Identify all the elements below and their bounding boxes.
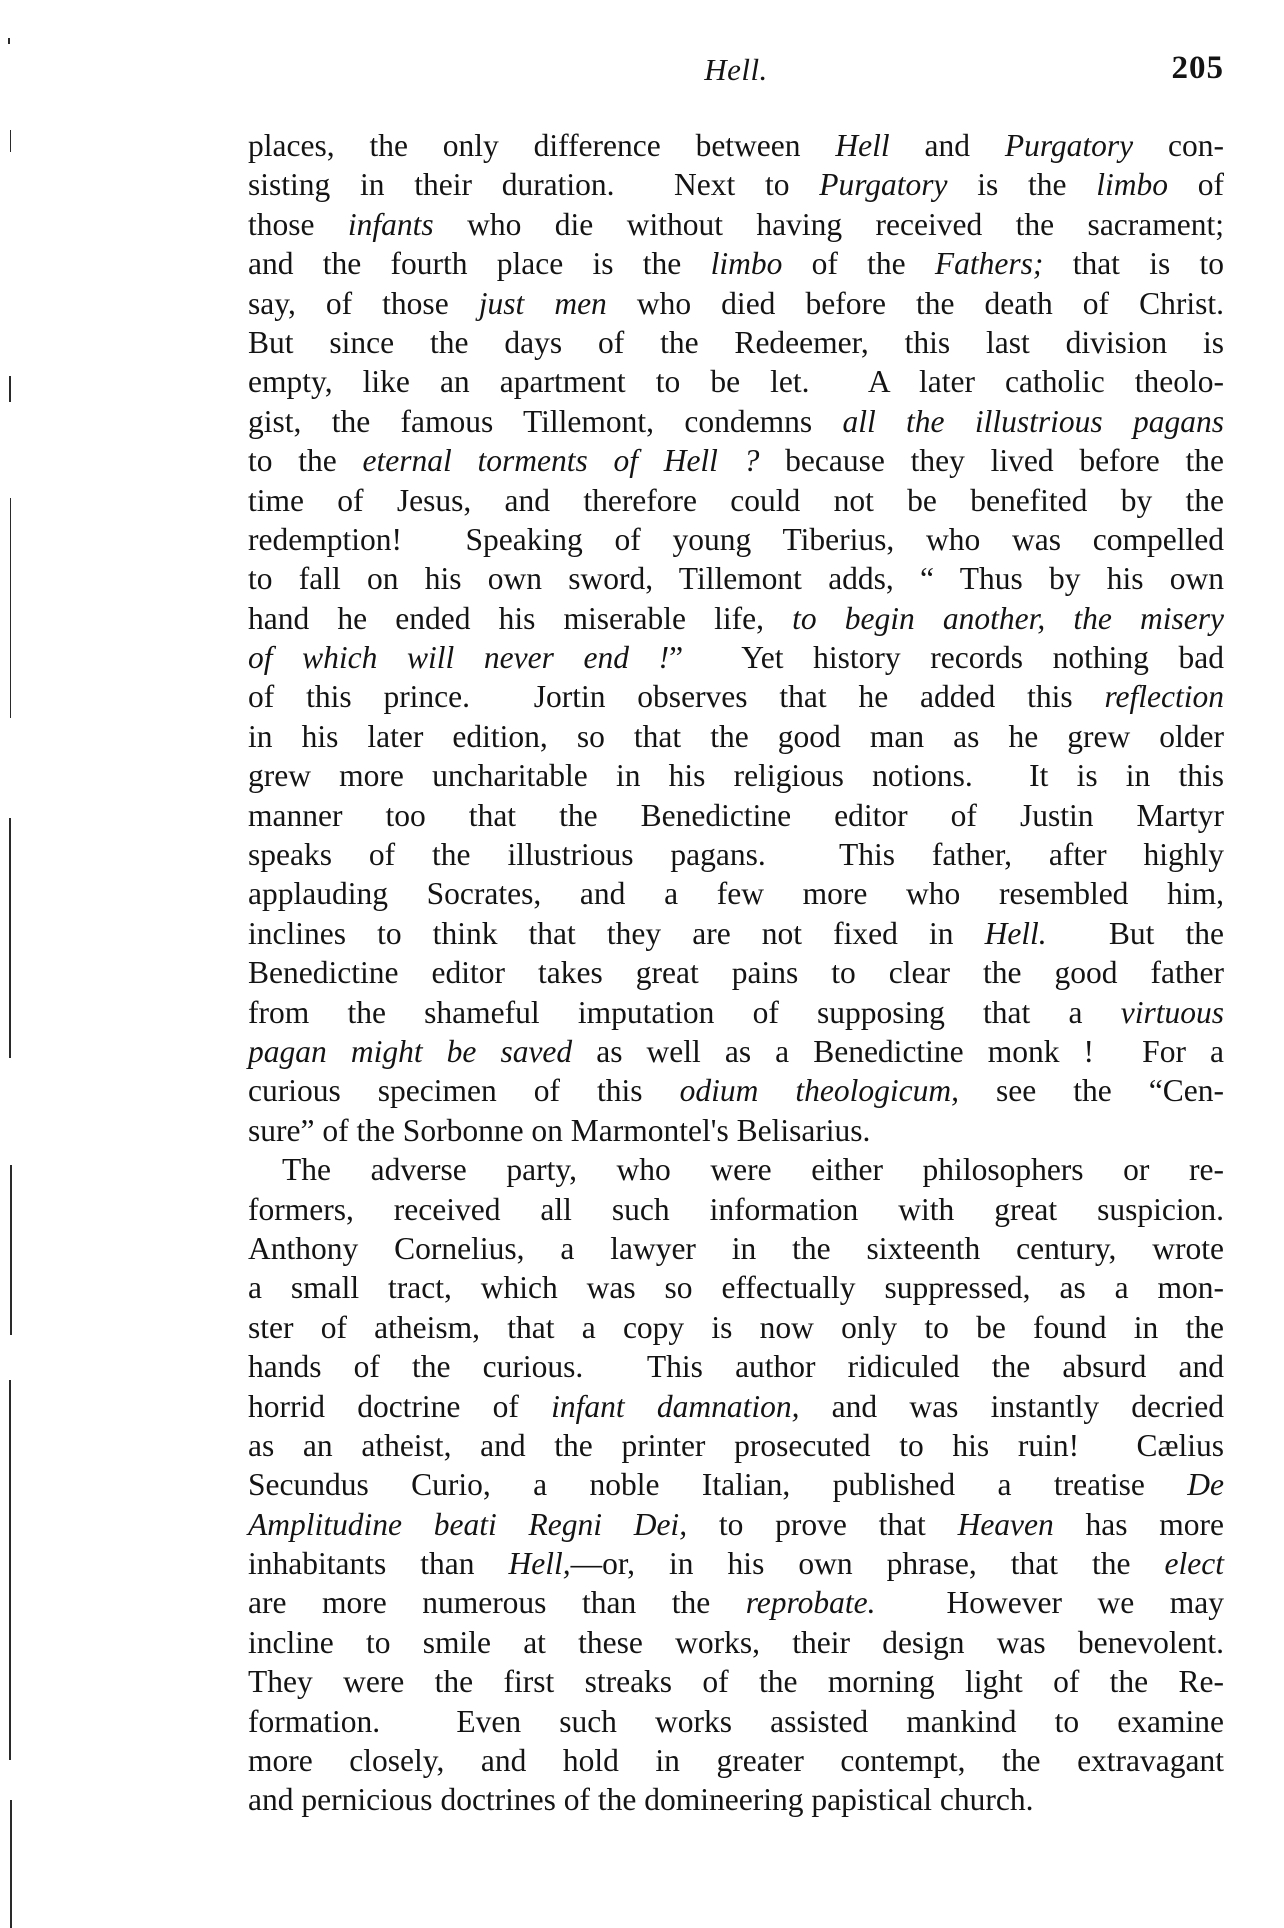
text-segment: see the “Cen- <box>958 1073 1225 1109</box>
text-line <box>248 362 1224 401</box>
text-segment: as well as a Benedictine monk ! For a <box>572 1033 1224 1069</box>
text-line <box>248 402 1224 441</box>
italic-text: Purgatory <box>1004 128 1134 163</box>
text-line <box>248 1780 1224 1819</box>
text-segment: formers, received all such information with great suspicion. <box>248 1191 1224 1227</box>
text-segment: and the fourth place is the <box>248 246 711 282</box>
italic-text: pagan might be saved <box>248 1033 573 1069</box>
text-line <box>248 1662 1224 1701</box>
italic-text: Hell <box>835 128 890 163</box>
text-line <box>248 1387 1224 1426</box>
italic-text: to begin another, the misery <box>792 600 1225 636</box>
italic-text: all the illustrious pagans <box>842 403 1224 439</box>
text-segment: Benedictine editor takes great pains to clear the good father <box>248 955 1224 991</box>
text-segment: of the <box>782 246 935 282</box>
italic-text: limbo <box>1096 167 1169 203</box>
text-line <box>248 284 1224 323</box>
text-segment: incline to smile at these works, their design was benevolent. <box>248 1624 1224 1660</box>
text-line <box>248 1308 1224 1347</box>
text-segment: The adverse party, who were either philosophers or re- <box>282 1152 1224 1188</box>
text-line <box>248 953 1224 992</box>
scan-mark <box>9 376 11 402</box>
text-segment: empty, like an apartment to be let. A later catholic theolo- <box>248 364 1224 400</box>
running-head: Hell. <box>704 52 768 87</box>
text-segment: inhabitants than <box>248 1546 509 1582</box>
text-segment: to prove that <box>687 1506 958 1542</box>
text-line <box>248 756 1224 795</box>
text-line <box>248 1623 1224 1662</box>
text-line <box>248 1190 1224 1229</box>
text-segment: Secundus Curio, a noble Italian, published a treatise <box>248 1467 1188 1503</box>
italic-text: odium theologicum, <box>679 1073 959 1109</box>
text-segment: grew more uncharitable in his religious notions. It is in this <box>248 758 1224 794</box>
text-segment: hands of the curious. This author ridiculed the absurd and <box>248 1349 1224 1385</box>
text-segment: But since the days of the Redeemer, this last division is <box>248 324 1224 360</box>
text-segment: hand he ended his miserable life, <box>248 600 793 636</box>
text-line <box>248 1702 1224 1741</box>
italic-text: limbo <box>710 246 783 282</box>
text-segment: But the <box>1046 915 1224 951</box>
italic-text: reprobate. <box>745 1585 876 1621</box>
text-line <box>248 914 1224 953</box>
text-segment: time of Jesus, and therefore could not be benefited by the <box>248 482 1224 518</box>
italic-text: reflection <box>1104 679 1224 715</box>
text-line <box>248 1583 1224 1622</box>
text-line <box>248 1111 1224 1150</box>
text-segment: in his later edition, so that the good man as he grew older <box>248 718 1224 754</box>
italic-text: of which will never end ! <box>248 640 670 676</box>
text-segment: who die without having received the sacrament; <box>433 206 1224 242</box>
text-line <box>248 165 1224 204</box>
text-segment: those <box>248 206 348 242</box>
italic-text: Hell, <box>508 1546 571 1582</box>
text-segment: gist, the famous Tillemont, condemns <box>248 403 843 439</box>
text-segment: sisting in their duration. Next to <box>248 167 820 203</box>
text-line <box>248 1505 1224 1544</box>
text-line <box>248 677 1224 716</box>
text-line <box>248 1150 1224 1189</box>
text-line <box>248 717 1224 756</box>
text-line <box>248 796 1224 835</box>
text-segment: of this prince. Jortin observes that he added this <box>248 679 1105 715</box>
text-segment: to the <box>248 443 363 479</box>
italic-text: Fathers; <box>934 246 1044 282</box>
scan-mark <box>10 1800 12 1928</box>
page-number: 205 <box>1171 50 1224 86</box>
text-line <box>248 126 1224 165</box>
text-line <box>248 599 1224 638</box>
text-segment: say, of those <box>248 285 479 321</box>
text-segment: of <box>1168 167 1224 203</box>
text-segment: is the <box>947 167 1097 203</box>
italic-text: Amplitudine beati Regni Dei, <box>248 1506 688 1542</box>
page-header <box>248 48 1224 92</box>
text-line <box>248 1229 1224 1268</box>
scan-mark <box>9 818 11 1058</box>
scan-mark <box>10 1165 12 1335</box>
text-segment: because they lived before the <box>759 443 1224 479</box>
text-segment: as an atheist, and the printer prosecuted to his ruin! Cælius <box>248 1427 1224 1463</box>
italic-text: just men <box>478 285 607 321</box>
text-line <box>248 559 1224 598</box>
text-line <box>248 1071 1224 1110</box>
text-segment: who died before the death of Christ. <box>606 285 1224 321</box>
text-segment: However we may <box>875 1585 1224 1621</box>
text-line <box>248 1426 1224 1465</box>
text-segment: to fall on his own sword, Tillemont adds, “ Thus by his own <box>248 561 1224 597</box>
text-segment: ster of atheism, that a copy is now only to be found in the <box>248 1309 1224 1345</box>
text-segment: and was instantly decried <box>799 1388 1224 1424</box>
text-segment: Anthony Cornelius, a lawyer in the sixteenth century, wrote <box>248 1230 1224 1266</box>
text-segment: sure” of the Sorbonne on Marmontel's Belisarius. <box>248 1112 871 1148</box>
text-line <box>248 874 1224 913</box>
scan-mark <box>10 498 11 718</box>
italic-text: Purgatory <box>819 167 948 203</box>
text-segment: ” Yet history records nothing bad <box>669 640 1224 676</box>
text-segment: are more numerous than the <box>248 1585 746 1621</box>
text-line <box>248 481 1224 520</box>
italic-text: infants <box>347 206 434 242</box>
scan-mark <box>10 130 11 152</box>
text-segment: —or, in his own phrase, that the <box>570 1546 1165 1582</box>
text-segment: and <box>889 128 1005 163</box>
text-line <box>248 1347 1224 1386</box>
text-segment: and pernicious doctrines of the domineering papistical church. <box>248 1782 1034 1818</box>
text-line <box>248 1544 1224 1583</box>
italic-text: Heaven <box>957 1506 1054 1542</box>
text-segment: inclines to think that they are not fixed in <box>248 915 985 951</box>
text-segment: more closely, and hold in greater contempt, the extravagant <box>248 1743 1224 1779</box>
text-line <box>248 1741 1224 1780</box>
text-line <box>248 1268 1224 1307</box>
italic-text: eternal torments of Hell ? <box>362 443 760 479</box>
text-segment: has more <box>1053 1506 1225 1542</box>
italic-text: elect <box>1164 1546 1224 1582</box>
text-line <box>248 205 1224 244</box>
scan-margin-marks <box>0 0 30 1928</box>
body-text <box>248 126 1224 1820</box>
text-segment: con- <box>1133 128 1224 163</box>
italic-text: Hell. <box>984 915 1047 951</box>
text-line <box>248 1032 1224 1071</box>
text-segment: They were the first streaks of the morning light of the Re- <box>248 1664 1224 1700</box>
text-line <box>248 1465 1224 1504</box>
text-segment: places, the only difference between <box>248 128 836 163</box>
text-line <box>248 835 1224 874</box>
text-line <box>248 441 1224 480</box>
text-segment: from the shameful imputation of supposing that a <box>248 994 1121 1030</box>
text-line <box>248 323 1224 362</box>
italic-text: De <box>1187 1467 1224 1503</box>
text-line <box>248 244 1224 283</box>
scan-mark <box>9 1380 11 1760</box>
text-segment: a small tract, which was so effectually suppressed, as a mon- <box>248 1270 1224 1306</box>
text-segment: speaks of the illustrious pagans. This father, after highly <box>248 837 1224 873</box>
text-line <box>248 993 1224 1032</box>
text-segment: applauding Socrates, and a few more who resembled him, <box>248 876 1224 912</box>
scan-mark <box>8 38 10 44</box>
text-segment: horrid doctrine of <box>248 1388 552 1424</box>
italic-text: virtuous <box>1120 994 1224 1030</box>
text-segment: formation. Even such works assisted mankind to examine <box>248 1703 1224 1739</box>
text-segment: redemption! Speaking of young Tiberius, who was compelled <box>248 521 1224 557</box>
text-line <box>248 520 1224 559</box>
italic-text: infant damnation, <box>551 1388 800 1424</box>
text-segment: manner too that the Benedictine editor of Justin Martyr <box>248 797 1224 833</box>
text-segment: curious specimen of this <box>248 1073 680 1109</box>
text-segment: that is to <box>1043 246 1224 282</box>
text-line <box>248 638 1224 677</box>
